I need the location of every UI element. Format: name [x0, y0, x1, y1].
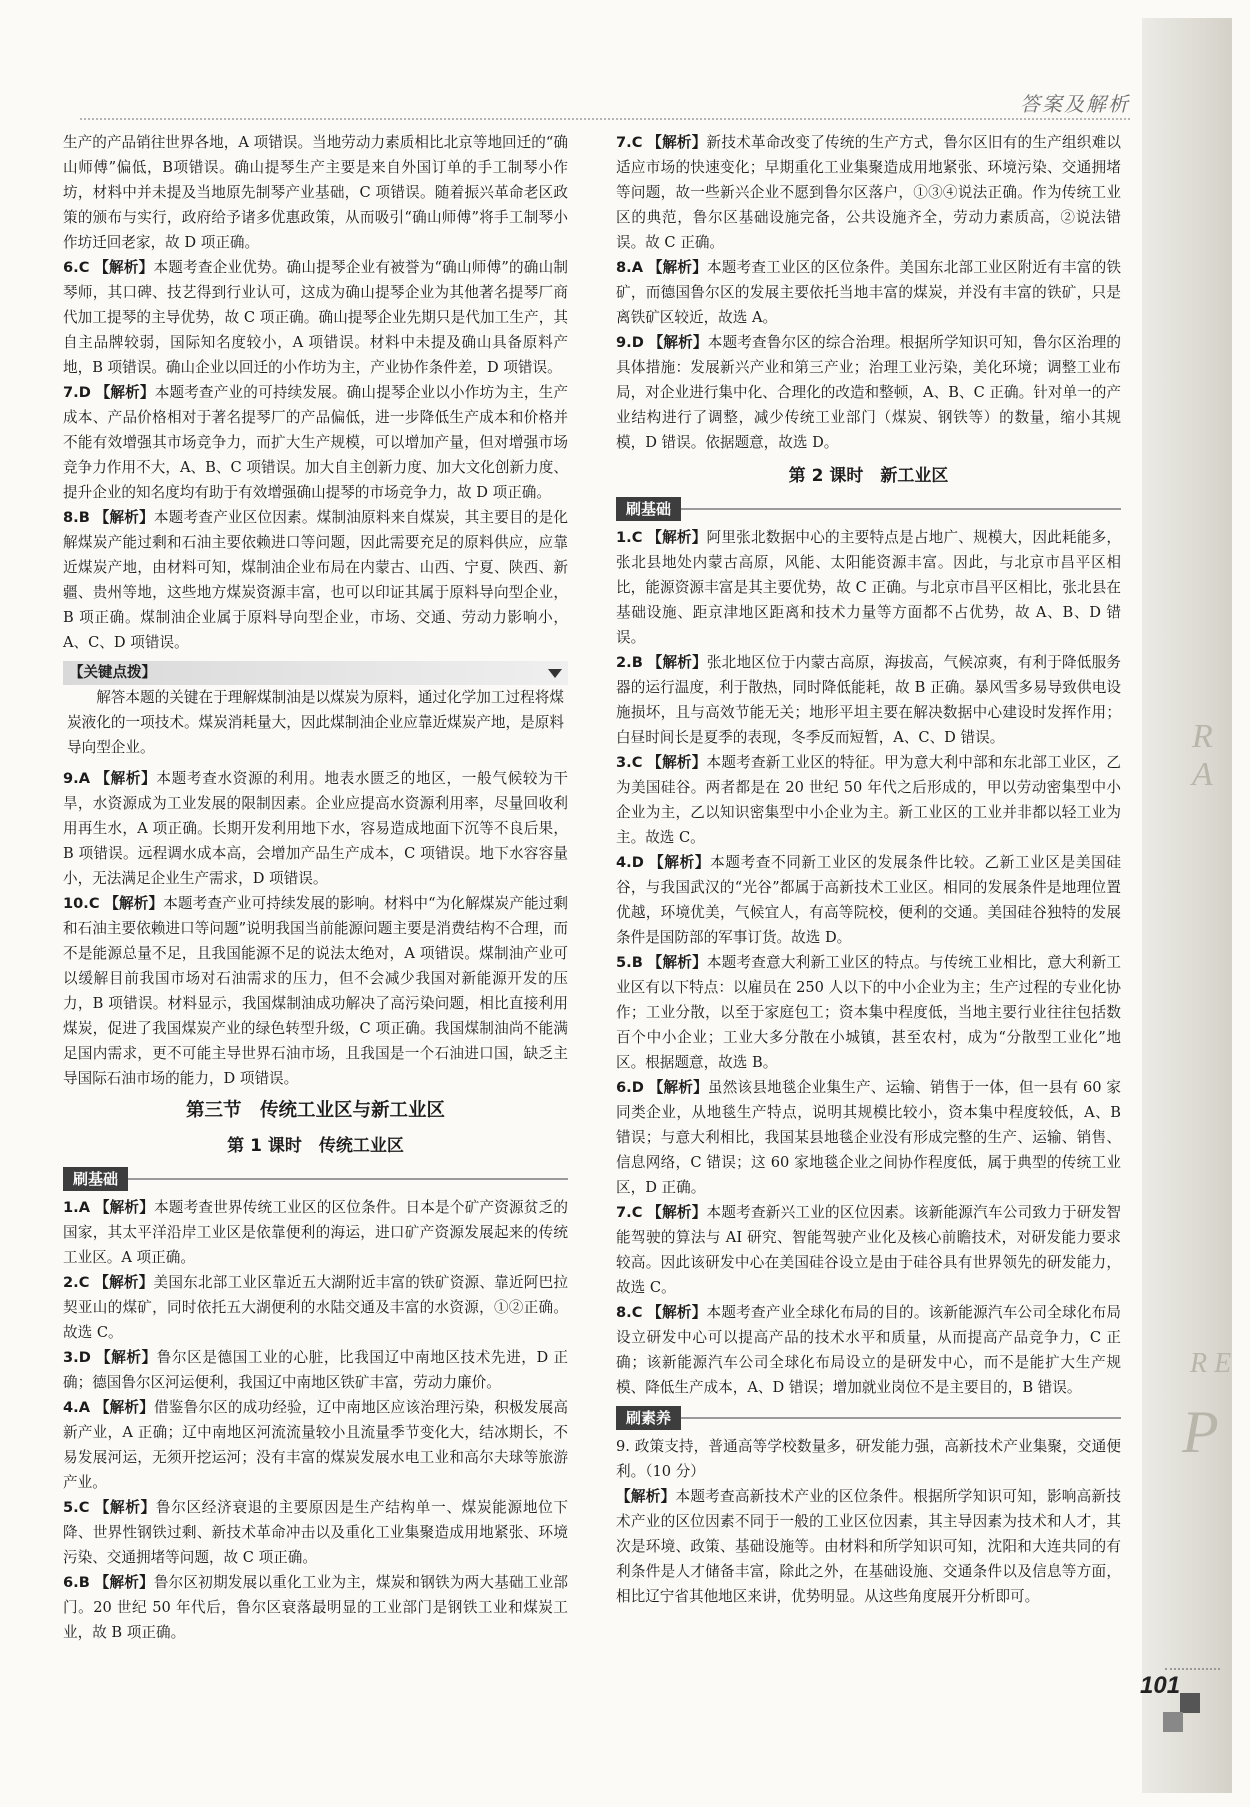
answer-item — [63, 505, 568, 655]
answer-number: 8.C — [616, 1304, 643, 1321]
analysis-tag: 【解析】 — [94, 1399, 155, 1416]
section-label: 刷基础 — [63, 1167, 128, 1191]
key-point-text: 解答本题的关键在于理解煤制油是以煤炭为原料，通过化学加工过程将煤炭液化的一项技术。煤炭消耗量大，因此煤制油企业应靠近煤炭产地，是原料导向型企业。 — [67, 689, 564, 756]
answer-item — [616, 1484, 1121, 1609]
answer-text: 本题考查鲁尔区的综合治理。根据所学知识可知，鲁尔区治理的具体措施：发展新兴产业和第三产业；治理工业污染，美化环境；调整工业布局，对企业进行集中化、合理化的改造和整顿，A、B、C 正确。针对单一的产业结构进行了调整，减少传统工业部门（煤炭、钢铁等）的数量，缩小其规模，D 错误。依据题意，故选 D。 — [616, 334, 1121, 451]
analysis-tag: 【解析】 — [95, 384, 155, 401]
answer-item — [63, 1570, 568, 1645]
answer-number: 6.C — [63, 259, 90, 276]
answer-item — [616, 950, 1121, 1075]
answer-text: 本题考查不同新工业区的发展条件比较。乙新工业区是美国硅谷，与我国武汉的“光谷”都属于高新技术工业区。相同的发展条件是地理位置优越，环境优美，气候宜人，有高等院校，便利的交通。美国硅谷独特的发展条件是国防部的军事订货。故选 D。 — [616, 854, 1121, 946]
answer-item — [616, 1300, 1121, 1400]
page-number-dots — [1165, 1668, 1220, 1670]
answer-text: 借鉴鲁尔区的成功经验，辽中南地区应该治理污染，积极发展高新产业，A 正确；辽中南地区河流流量较小且流量季节变化大，结冰期长，不易发展河运，无须开挖运河；没有丰富的煤炭发展水电工业和高尔夫球等旅游产业。 — [63, 1399, 568, 1491]
analysis-tag: 【解析】 — [647, 529, 707, 546]
answer-number: 8.B — [63, 509, 90, 526]
answer-text: 张北地区位于内蒙古高原，海拔高，气候凉爽，有利于降低服务器的运行温度，利于散热，同时降低能耗，故 B 正确。暴风雪多易导致供电设施损坏，且与高效节能无关；地形平坦主要在解决数据中心建设时发挥作用；白昼时间长是夏季的表现，冬季反而短暂，A、C、D 错误。 — [616, 654, 1121, 746]
answer-item — [63, 1345, 568, 1395]
answer-text: 本题考查高新技术产业的区位条件。根据所学知识可知，影响高新技术产业的区位因素不同于一般的工业区位因素，其主导因素为技术和人才，其次是环境、政策、基础设施等。由材料和所学知识可知，沈阳和大连共同的有利条件是人才储备丰富，除此之外，在基础设施、交通条件以及信息等方面，相比辽宁省其他地区来讲，优势明显。从这些角度展开分析即可。 — [616, 1488, 1121, 1605]
page-number: 101 — [1140, 1672, 1181, 1699]
answer-text: 本题考查水资源的利用。地表水匮乏的地区，一般气候较为干旱，水资源成为工业发展的限制因素。企业应提高水资源利用率，尽量回收利用再生水，A 项正确。长期开发利用地下水，容易造成地面下沉等不良后果，B 项错误。远程调水成本高，会增加产品生产成本，C 项错误。地下水容容量小，无法满足企业生产需求，D 项错误。 — [63, 770, 568, 887]
answer-item — [63, 1395, 568, 1495]
answer-text: 本题考查世界传统工业区的区位条件。日本是个矿产资源贫乏的国家，其太平洋沿岸工业区是依靠便利的海运，进口矿产资源发展起来的传统工业区。A 项正确。 — [63, 1199, 568, 1266]
right-column — [616, 130, 1121, 1609]
analysis-tag: 【解析】 — [648, 334, 708, 351]
analysis-tag: 【解析】 — [649, 854, 711, 871]
answer-text: 阿里张北数据中心的主要特点是占地广、规模大，因此耗能多，张北县地处内蒙古高原，风能、太阳能资源丰富。因此，与北京市昌平区相比，能源资源丰富是其主要优势，故 C 正确。与北京市昌平区相比，张北县在基础设施、距京津地区距离和技术力量等方面都不占优势，故 A、B、D 错误。 — [616, 529, 1121, 646]
answer-number: 4.D — [616, 854, 644, 871]
answer-text: 本题考查产业的可持续发展。确山提琴企业以小作坊为主，生产成本、产品价格相对于著名提琴厂的产品偏低，进一步降低生产成本和价格并不能有效增强其市场竞争力，而扩大生产规模，可以增加产量，但对增强市场竞争力作用不大，A、B、C 项错误。加大自主创新力度、加大文化创新力度、提升企业的知名度均有助于有效增强确山提琴的市场竞争力，故 D 项正确。 — [63, 384, 568, 501]
analysis-tag: 【解析】 — [96, 1349, 157, 1366]
answer-number: 8.A — [616, 259, 643, 276]
answer-item — [616, 525, 1121, 650]
answer-number: 7.C — [616, 134, 643, 151]
lesson-title: 第 1 课时 传统工业区 — [227, 1136, 404, 1156]
label-rule — [681, 508, 1121, 510]
analysis-tag: 【解析】 — [94, 1499, 156, 1516]
answer-item — [616, 1434, 1121, 1484]
section-label: 刷基础 — [616, 497, 681, 521]
answer-number: 2.C — [63, 1274, 90, 1291]
answers-group — [63, 1195, 568, 1645]
analysis-tag: 【解析】 — [647, 259, 708, 276]
left-column — [63, 130, 568, 1645]
answer-item — [63, 255, 568, 380]
answer-number: 9.D — [616, 334, 644, 351]
key-point-box — [63, 661, 568, 760]
intro-paragraph: 生产的产品销往世界各地，A 项错误。当地劳动力素质相比北京等地回迁的“确山师傅”偏低，B项错误。确山提琴生产主要是来自外国订单的手工制琴小作坊，材料中并未提及当地原先制琴产业基础，C 项错误。随着振兴革命老区政策的颁布与实行，政府给予诸多优惠政策，从而吸引“确山师傅”将手工制琴小作坊迁回老家，故 D 项正确。 — [63, 134, 568, 251]
analysis-tag: 【解析】 — [647, 1204, 707, 1221]
analysis-tag: 【解析】 — [616, 1488, 676, 1505]
analysis-tag: 【解析】 — [647, 654, 707, 671]
answer-item — [63, 891, 568, 1091]
deco-letter: P — [1182, 1399, 1219, 1465]
key-point-header — [63, 661, 568, 685]
answer-number: 5.B — [616, 954, 643, 971]
answer-item — [63, 1270, 568, 1345]
answer-item — [616, 130, 1121, 255]
analysis-tag: 【解析】 — [94, 1274, 154, 1291]
answer-item — [63, 380, 568, 505]
answer-text: 鲁尔区初期发展以重化工业为主，煤炭和钢铁为两大基础工业部门。20 世纪 50 年代后，鲁尔区衰落最明显的工业部门是钢铁工业和煤炭工业，故 B 项正确。 — [63, 1574, 568, 1641]
label-rule — [128, 1178, 568, 1180]
analysis-tag: 【解析】 — [94, 259, 154, 276]
answer-item — [63, 766, 568, 891]
analysis-tag: 【解析】 — [647, 954, 707, 971]
answer-number: 1.A — [63, 1199, 90, 1216]
answer-text: 虽然该县地毯企业集生产、运输、销售于一体，但一县有 60 家同类企业，从地毯生产特点，说明其规模比较小，资本集中程度较低，A、B 错误；与意大利相比，我国某县地毯企业没有形成完整的生产、运输、销售、信息网络，C 错误；这 60 家地毯企业之间协作程度低，属于典型的传统工业区，D 正确。 — [616, 1079, 1121, 1196]
page-corner-square — [1163, 1712, 1183, 1732]
answer-number: 2.B — [616, 654, 643, 671]
answer-item — [616, 650, 1121, 750]
answers-group — [616, 525, 1121, 1400]
analysis-tag: 【解析】 — [95, 770, 157, 787]
answer-item — [63, 1195, 568, 1270]
answer-number: 7.D — [63, 384, 91, 401]
deco-letter: R A — [1192, 718, 1213, 793]
answer-item — [616, 750, 1121, 850]
answer-text: 本题考查产业区位因素。煤制油原料来自煤炭，其主要目的是化解煤炭产能过剩和石油主要依赖进口等问题，因此需要充足的原料供应，应靠近煤炭产地，由材料可知，煤制油企业布局在内蒙古、山西、宁夏、陕西、新疆、贵州等地，这些地方煤炭资源丰富，也可以印证其属于原料导向型企业，B 项正确。煤制油企业属于原料导向型企业，市场、交通、劳动力影响小，A、C、D 项错误。 — [63, 509, 568, 651]
answer-text: 本题考查产业全球化布局的目的。该新能源汽车公司全球化布局设立研发中心可以提高产品的技术水平和质量，从而提高产品竞争力，C 正确；该新能源汽车公司全球化布局设立的是研发中心，而不是能扩大生产规模、降低生产成本，A、D 错误；增加就业岗位不是主要目的，B 错误。 — [616, 1304, 1121, 1396]
answer-text: 美国东北部工业区靠近五大湖附近丰富的铁矿资源、靠近阿巴拉契亚山的煤矿，同时依托五大湖便利的水陆交通及丰富的水资源，①②正确。故选 C。 — [63, 1274, 568, 1341]
section-label-bar — [616, 497, 1121, 521]
answer-text: 新技术革命改变了传统的生产方式，鲁尔区旧有的生产组织难以适应市场的快速变化；早期重化工业集聚造成用地紧张、环境污染、交通拥堵等问题，故一些新兴企业不愿到鲁尔区落户，①③④说法正确。作为传统工业区的典范，鲁尔区基础设施完备，公共设施齐全，劳动力素质高，②说法错误。故 C 正确。 — [616, 134, 1121, 251]
answer-text: 9. 政策支持，普通高等学校数量多，研发能力强，高新技术产业集聚，交通便利。（10 分） — [616, 1438, 1121, 1480]
lesson-title: 第 2 课时 新工业区 — [788, 466, 949, 486]
key-point-title: 【关键点拨】 — [69, 665, 156, 681]
answer-number: 9.A — [63, 770, 90, 787]
section-label-bar — [616, 1406, 1121, 1430]
analysis-tag: 【解析】 — [104, 895, 164, 912]
answer-text: 鲁尔区是德国工业的心脏，比我国辽中南地区技术先进，D 正确；德国鲁尔区河运便利，我国辽中南地区铁矿丰富，劳动力廉价。 — [63, 1349, 568, 1391]
triangle-down-icon — [548, 669, 562, 678]
answer-text: 本题考查产业可持续发展的影响。材料中“为化解煤炭产能过剩和石油主要依赖进口等问题”说明我国当前能源问题主要是消费结构不合理，而不是能源总量不足，且我国能源不足的说法太绝对，A 项错误。煤制油产业可以缓解目前我国市场对石油需求的压力，但不会减少我国对新能源开发的压力，B 项错误。材料显示，我国煤制油成功解决了高污染问题，相比直接利用煤炭，促进了我国煤炭产业的绿色转型升级，C 项正确。我国煤制油尚不能满足国内需求，更不可能主导世界石油市场，且我国是一个石油进口国，缺乏主导国际石油市场的能力，D 项错误。 — [63, 895, 568, 1087]
answer-number: 3.D — [63, 1349, 91, 1366]
answer-text: 本题考查新工业区的特征。甲为意大利中部和东北部工业区，乙为美国硅谷。两者都是在 20 世纪 50 年代之后形成的，甲以劳动密集型中小企业为主，乙以知识密集型中小企业为主。新工业区的工业并非都以轻工业为主。故选 C。 — [616, 754, 1121, 846]
answer-number: 6.D — [616, 1079, 644, 1096]
answer-number: 6.B — [63, 1574, 90, 1591]
analysis-tag: 【解析】 — [647, 754, 707, 771]
answer-item — [616, 1200, 1121, 1300]
answer-text: 本题考查意大利新工业区的特点。与传统工业相比，意大利新工业区有以下特点：以雇员在 250 人以下的中小企业为主；生产过程的专业化协作；工业分散，以至于家庭包工；资本集中程度低，当地主要行业往往包括数百个中小企业；工业大多分散在小城镇，甚至农村，成为“分散型工业化”地区。根据题意，故选 B。 — [616, 954, 1121, 1071]
analysis-tag: 【解析】 — [648, 1079, 708, 1096]
answer-number: 4.A — [63, 1399, 90, 1416]
answers-group — [63, 766, 568, 1091]
answer-item — [616, 1075, 1121, 1200]
answer-number: 5.C — [63, 1499, 90, 1516]
answer-text: 本题考查新兴工业的区位因素。该新能源汽车公司致力于研发智能驾驶的算法与 AI 研究、智能驾驶产业化及核心前瞻技术，对研发能力要求较高。因此该研发中心在美国硅谷设立是由于硅谷具有世界领先的研发能力，故选 C。 — [616, 1204, 1121, 1296]
header-divider — [80, 118, 1130, 120]
section-label-bar — [63, 1167, 568, 1191]
page-edge-decoration — [1142, 18, 1232, 1793]
answer-item — [63, 1495, 568, 1570]
answer-number: 1.C — [616, 529, 643, 546]
answer-text: 鲁尔区经济衰退的主要原因是生产结构单一、煤炭能源地位下降、世界性钢铁过剩、新技术革命冲击以及重化工业集聚造成用地紧张、环境污染、交通拥堵等问题，故 C 项正确。 — [63, 1499, 568, 1566]
answers-group — [616, 130, 1121, 455]
analysis-tag: 【解析】 — [94, 1574, 154, 1591]
analysis-tag: 【解析】 — [647, 134, 707, 151]
analysis-tag: 【解析】 — [647, 1304, 707, 1321]
section-label: 刷素养 — [616, 1406, 681, 1430]
analysis-tag: 【解析】 — [94, 509, 154, 526]
analysis-tag: 【解析】 — [94, 1199, 155, 1216]
answer-item — [616, 330, 1121, 455]
answer-number: 3.C — [616, 754, 643, 771]
answer-number: 10.C — [63, 895, 100, 912]
answer-item — [616, 850, 1121, 950]
answer-text: 本题考查工业区的区位条件。美国东北部工业区附近有丰富的铁矿，而德国鲁尔区的发展主要依托当地丰富的煤炭，并没有丰富的铁矿，只是离铁矿区较近，故选 A。 — [616, 259, 1121, 326]
answer-text: 本题考查企业优势。确山提琴企业有被誉为“确山师傅”的确山制琴师，其口碑、技艺得到行业认可，这成为确山提琴企业为其他著名提琴厂商代加工提琴的主导优势，故 C 项正确。确山提琴企业先期只是代加工生产，其自主品牌较弱，国际知名度较小，A 项错误。材料中未提及确山具备原料产地，B 项错误。确山企业以回迁的小作坊为主，产业协作条件差，D 项错误。 — [63, 259, 568, 376]
label-rule — [681, 1417, 1121, 1419]
answer-number: 7.C — [616, 1204, 643, 1221]
answers-group — [63, 255, 568, 655]
running-header: 答案及解析 — [1020, 92, 1130, 116]
answer-item — [616, 255, 1121, 330]
deco-letter: R E — [1190, 1348, 1232, 1379]
section-title: 第三节 传统工业区与新工业区 — [185, 1100, 445, 1121]
